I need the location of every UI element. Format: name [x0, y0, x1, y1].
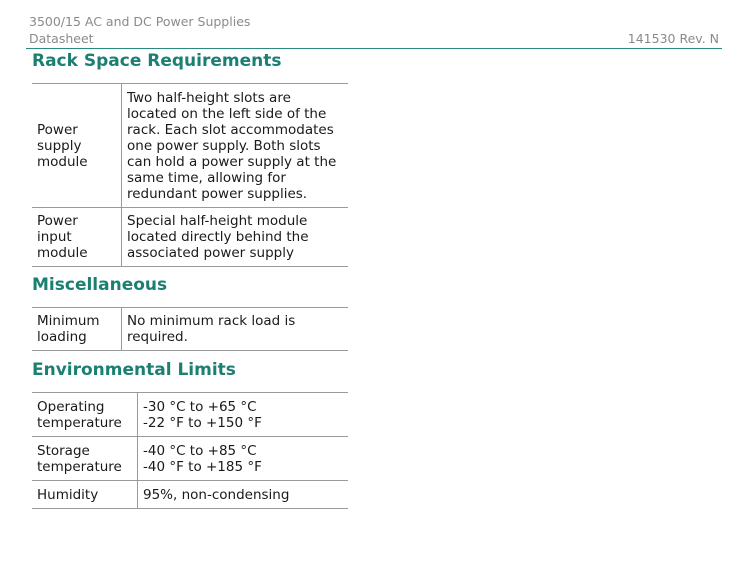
- section-heading-environmental: Environmental Limits: [32, 360, 236, 380]
- document-revision: 141530 Rev. N: [627, 31, 719, 46]
- row-value: 95%, non-condensing: [138, 481, 349, 509]
- table-row: [32, 208, 348, 267]
- row-value: Two half-height slots are located on the left side of the rack. Each slot accommodates one power supply. Both slots can hold a power supply at the same time, allowing for redundant power supplies.: [122, 84, 349, 208]
- value-line: -22 °F to +150 °F: [143, 414, 262, 431]
- rack-space-table: [32, 83, 348, 267]
- value-line: -40 °F to +185 °F: [143, 458, 262, 475]
- row-value: [138, 393, 349, 437]
- row-label: Power supply module: [32, 84, 122, 208]
- row-label: Storage temperature: [32, 437, 138, 481]
- table-row: [32, 84, 348, 208]
- document-subtitle: Datasheet: [29, 31, 94, 46]
- row-label: Power input module: [32, 208, 122, 267]
- row-label: Humidity: [32, 481, 138, 509]
- table-row: [32, 308, 348, 351]
- table-row: [32, 437, 348, 481]
- row-value: No minimum rack load is required.: [122, 308, 349, 351]
- section-heading-rack-space: Rack Space Requirements: [32, 51, 282, 71]
- environmental-table: [32, 392, 348, 509]
- value-line: -30 °C to +65 °C: [143, 398, 257, 415]
- row-value: Special half-height module located directly behind the associated power supply: [122, 208, 349, 267]
- section-heading-miscellaneous: Miscellaneous: [32, 275, 168, 295]
- header-divider: [26, 48, 722, 49]
- document-title: 3500/15 AC and DC Power Supplies: [29, 14, 251, 29]
- page-header: [29, 13, 719, 47]
- row-label: Minimum loading: [32, 308, 122, 351]
- value-line: -40 °C to +85 °C: [143, 442, 257, 459]
- miscellaneous-table: [32, 307, 348, 351]
- row-value: [138, 437, 349, 481]
- table-row: [32, 393, 348, 437]
- row-label: Operating temperature: [32, 393, 138, 437]
- table-row: [32, 481, 348, 509]
